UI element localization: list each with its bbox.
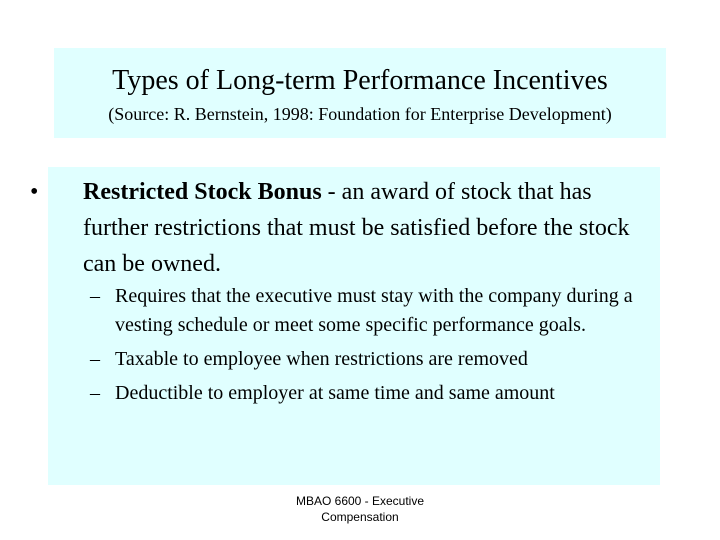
slide-title: Types of Long-term Performance Incentives [112, 65, 608, 96]
footer-topic: Compensation [321, 510, 399, 524]
title-box [54, 48, 666, 138]
sub-bullet-text: Taxable to employee when restrictions are removed [115, 348, 528, 370]
main-bullet-text [83, 174, 643, 282]
footer-course: MBAO 6600 - Executive [295, 494, 425, 508]
slide-footer [260, 493, 460, 525]
sub-bullet-item [90, 282, 660, 340]
sub-bullet-text: Deductible to employer at same time and same amount [115, 382, 555, 404]
slide-subtitle: (Source: R. Bernstein, 1998: Foundation for Enterprise Development) [108, 104, 612, 124]
dash-marker: – [90, 382, 100, 404]
dash-marker: – [90, 285, 100, 307]
sub-bullet-text: Requires that the executive must stay with the company during a vesting schedule or meet some specific performance goals. [115, 285, 633, 336]
sub-bullet-list [90, 282, 660, 413]
main-bullet-term: Restricted Stock Bonus [83, 179, 322, 205]
sub-bullet-item [90, 345, 660, 374]
main-bullet [30, 174, 640, 282]
main-bullet-definition: - an award of stock that has further restrictions that must be satisfied before the stock can be owned. [83, 179, 630, 277]
bullet-marker: • [30, 179, 39, 205]
sub-bullet-item [90, 379, 660, 408]
dash-marker: – [90, 348, 100, 370]
